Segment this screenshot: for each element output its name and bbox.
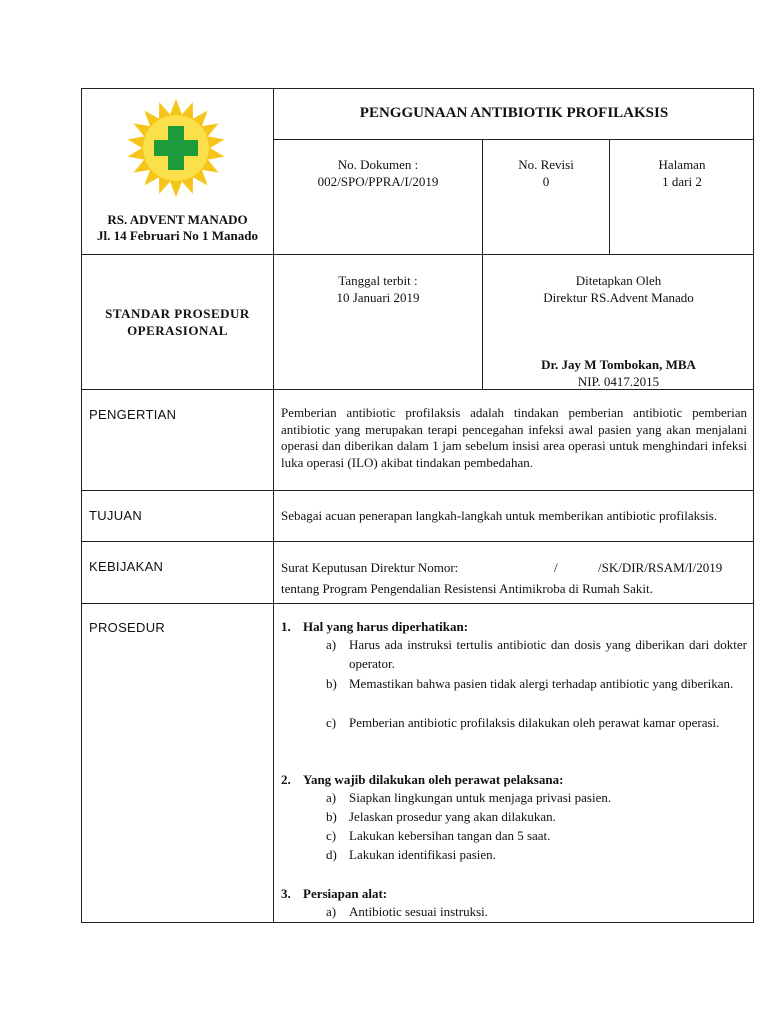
prosedur-2c-text: Lakukan kebersihan tangan dan 5 saat.	[349, 828, 551, 843]
prosedur-1-heading: Hal yang harus diperhatikan:	[303, 619, 469, 634]
page-label: Halaman	[658, 157, 706, 172]
prosedur-3a-text: Antibiotic sesuai instruksi.	[349, 904, 489, 919]
approved-by: Direktur RS.Advent Manado	[543, 290, 694, 305]
kebijakan-text-b: /	[554, 560, 558, 575]
row-divider-tujuan	[81, 541, 754, 542]
row-divider-pengertian	[81, 490, 754, 491]
issue-date-value: 10 Januari 2019	[336, 290, 420, 305]
row-divider-header	[81, 254, 754, 255]
doc-number-label: No. Dokumen :	[337, 157, 419, 172]
doc-number-value: 002/SPO/PPRA/I/2019	[317, 174, 439, 189]
prosedur-2c-letter: c)	[326, 828, 337, 843]
prosedur-1c-text: Pemberian antibiotic profilaksis dilakukan oleh perawat kamar operasi.	[349, 715, 720, 730]
revision-label: No. Revisi	[518, 157, 574, 172]
hospital-logo	[117, 98, 235, 198]
prosedur-label: PROSEDUR	[89, 620, 166, 635]
signer-name: Dr. Jay M Tombokan, MBA	[541, 357, 696, 372]
pengertian-text: Pemberian antibiotic profilaksis adalah tindakan pemberian antibiotic pemberian antibiotic yang merupakan terapi pencegahan infeksi awal pasien yang akan menjalani operasi dan diberikan dalam 1 jam sebelum insisi area operasi untuk menghindari infeksi luka operasi (ILO) akibat tindakan pembedahan.	[281, 405, 747, 470]
prosedur-2d-text: Lakukan identifikasi pasien.	[349, 847, 496, 862]
prosedur-3-number: 3.	[281, 886, 291, 901]
col-divider-main	[273, 88, 274, 923]
sop-type-line2: OPERASIONAL	[127, 323, 228, 338]
approved-label: Ditetapkan Oleh	[575, 273, 662, 288]
document-title: PENGGUNAAN ANTIBIOTIK PROFILAKSIS	[359, 105, 669, 121]
prosedur-1a-letter: a)	[326, 637, 337, 652]
sop-type-line1: STANDAR PROSEDUR	[105, 306, 250, 321]
hospital-address: Jl. 14 Februari No 1 Manado	[96, 228, 259, 243]
hospital-name: RS. ADVENT MANADO	[107, 212, 248, 227]
prosedur-1b-text: Memastikan bahwa pasien tidak alergi terhadap antibiotic yang diberikan.	[349, 676, 734, 691]
prosedur-1b-letter: b)	[326, 676, 337, 691]
prosedur-1-number: 1.	[281, 619, 291, 634]
prosedur-1c-letter: c)	[326, 715, 337, 730]
revision-value: 0	[542, 174, 550, 189]
prosedur-2a-text: Siapkan lingkungan untuk menjaga privasi pasien.	[349, 790, 612, 805]
kebijakan-label: KEBIJAKAN	[89, 559, 164, 574]
pengertian-label: PENGERTIAN	[89, 407, 177, 422]
prosedur-2a-letter: a)	[326, 790, 337, 805]
prosedur-2-number: 2.	[281, 772, 291, 787]
prosedur-2d-letter: d)	[326, 847, 337, 862]
row-divider-title	[273, 139, 754, 140]
kebijakan-text-c: /SK/DIR/RSAM/I/2019	[598, 560, 723, 575]
prosedur-3a-letter: a)	[326, 904, 337, 919]
issue-date-label: Tanggal terbit :	[338, 273, 418, 288]
page-value: 1 dari 2	[662, 174, 702, 189]
row-divider-kebijakan	[81, 603, 754, 604]
prosedur-3-heading: Persiapan alat:	[303, 886, 388, 901]
prosedur-1a-text: Harus ada instruksi tertulis antibiotic dan dosis yang diberikan dari dokter operator.	[349, 637, 747, 671]
kebijakan-text-a: Surat Keputusan Direktur Nomor:	[281, 560, 459, 575]
prosedur-2b-letter: b)	[326, 809, 337, 824]
tujuan-text: Sebagai acuan penerapan langkah-langkah untuk memberikan antibiotic profilaksis.	[281, 508, 718, 523]
prosedur-2-heading: Yang wajib dilakukan oleh perawat pelaksana:	[303, 772, 564, 787]
tujuan-label: TUJUAN	[89, 508, 143, 523]
prosedur-2b-text: Jelaskan prosedur yang akan dilakukan.	[349, 809, 556, 824]
signer-nip: NIP. 0417.2015	[577, 374, 660, 389]
kebijakan-text-line2: tentang Program Pengendalian Resistensi Antimikroba di Rumah Sakit.	[281, 581, 653, 596]
